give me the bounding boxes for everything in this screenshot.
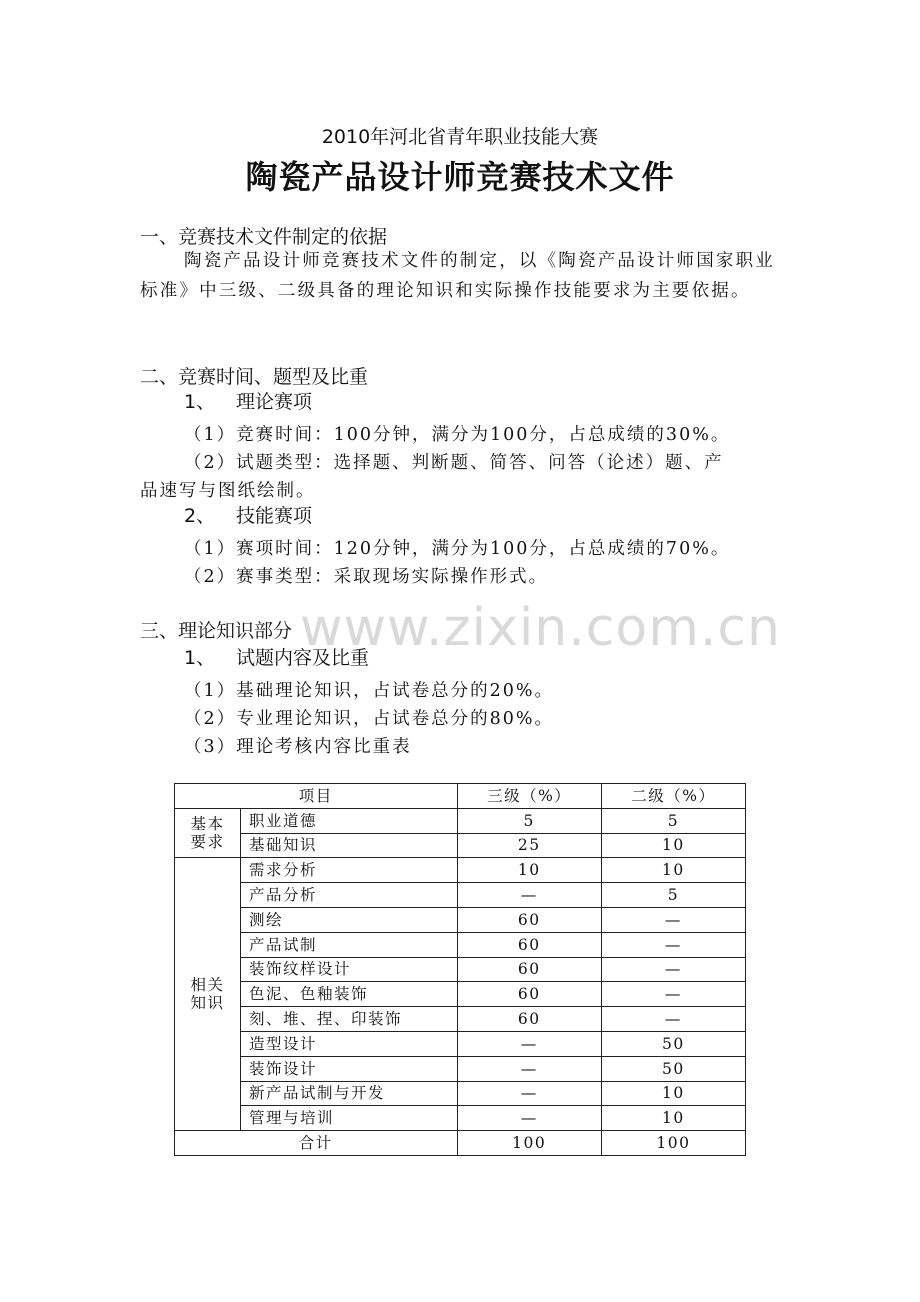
section1-paragraph: 陶瓷产品设计师竞赛技术文件的制定，以《陶瓷产品设计师国家职业标准》中三级、二级具备的理论知识和实际操作技能要求为主要依据。 bbox=[140, 251, 775, 301]
proportion-table bbox=[174, 783, 746, 1156]
row-level2: — bbox=[601, 982, 745, 1007]
section2-item4: （2）赛事类型：采取现场实际操作形式。 bbox=[184, 567, 549, 587]
row-name: 造型设计 bbox=[240, 1031, 457, 1056]
section2-item2-cont: 品速写与图纸绘制。 bbox=[140, 481, 316, 501]
row-level2: 50 bbox=[601, 1056, 745, 1081]
total-level3: 100 bbox=[457, 1131, 601, 1156]
section2-sub2 bbox=[184, 501, 312, 528]
row-level3: — bbox=[457, 883, 601, 908]
section3-sub1 bbox=[184, 643, 369, 670]
header-level3: 三级（%） bbox=[457, 784, 601, 809]
row-level2: 5 bbox=[601, 883, 745, 908]
section3-item1: （1）基础理论知识，占试卷总分的20%。 bbox=[184, 681, 555, 701]
row-name: 产品分析 bbox=[240, 883, 457, 908]
row-level3: — bbox=[457, 1056, 601, 1081]
row-level3: 60 bbox=[457, 932, 601, 957]
category-basic: 基本 要求 bbox=[175, 808, 241, 858]
section2-heading: 二、竞赛时间、题型及比重 bbox=[140, 366, 369, 388]
sub-number: 2、 bbox=[184, 505, 216, 527]
row-name: 刻、堆、捏、印装饰 bbox=[240, 1007, 457, 1032]
table-row bbox=[175, 957, 746, 982]
row-name: 测绘 bbox=[240, 907, 457, 932]
section2-item3: （1）赛项时间：120分钟，满分为100分，占总成绩的70%。 bbox=[184, 539, 731, 559]
table-row bbox=[175, 833, 746, 858]
row-level3: 25 bbox=[457, 833, 601, 858]
section3-heading: 三、理论知识部分 bbox=[140, 620, 293, 642]
table-row bbox=[175, 1007, 746, 1032]
total-level2: 100 bbox=[601, 1131, 745, 1156]
row-name: 装饰纹样设计 bbox=[240, 957, 457, 982]
row-level2: 10 bbox=[601, 833, 745, 858]
row-name: 色泥、色釉装饰 bbox=[240, 982, 457, 1007]
section3-item2: （2）专业理论知识，占试卷总分的80%。 bbox=[184, 709, 555, 729]
table-row bbox=[175, 1031, 746, 1056]
row-level2: 50 bbox=[601, 1031, 745, 1056]
row-level2: — bbox=[601, 957, 745, 982]
total-label: 合计 bbox=[175, 1131, 458, 1156]
row-level3: — bbox=[457, 1106, 601, 1131]
row-level3: 60 bbox=[457, 982, 601, 1007]
row-name: 需求分析 bbox=[240, 858, 457, 883]
row-level3: 60 bbox=[457, 907, 601, 932]
row-name: 新产品试制与开发 bbox=[240, 1081, 457, 1106]
sub-label: 技能赛项 bbox=[236, 505, 313, 527]
document-subtitle: 2010年河北省青年职业技能大赛 bbox=[321, 126, 599, 148]
sub-number: 1、 bbox=[184, 391, 216, 413]
section3-item3: （3）理论考核内容比重表 bbox=[184, 737, 412, 757]
row-level3: 10 bbox=[457, 858, 601, 883]
row-level2: 5 bbox=[601, 808, 745, 833]
sub-label: 试题内容及比重 bbox=[236, 647, 370, 669]
row-name: 管理与培训 bbox=[240, 1106, 457, 1131]
table-row bbox=[175, 1081, 746, 1106]
sub-number: 1、 bbox=[184, 647, 216, 669]
row-name: 基础知识 bbox=[240, 833, 457, 858]
row-level3: 60 bbox=[457, 1007, 601, 1032]
table-row bbox=[175, 808, 746, 833]
table-header-row bbox=[175, 784, 746, 809]
row-name: 职业道德 bbox=[240, 808, 457, 833]
header-level2: 二级（%） bbox=[601, 784, 745, 809]
row-level3: 5 bbox=[457, 808, 601, 833]
section1-heading: 一、竞赛技术文件制定的依据 bbox=[140, 226, 388, 248]
row-level2: — bbox=[601, 907, 745, 932]
row-level2: 10 bbox=[601, 1106, 745, 1131]
table-row bbox=[175, 932, 746, 957]
table-row bbox=[175, 907, 746, 932]
document-title: 陶瓷产品设计师竞赛技术文件 bbox=[245, 158, 675, 196]
row-level2: 10 bbox=[601, 858, 745, 883]
row-level3: — bbox=[457, 1081, 601, 1106]
row-level3: — bbox=[457, 1031, 601, 1056]
table-row bbox=[175, 883, 746, 908]
table-row bbox=[175, 1056, 746, 1081]
section2-item1: （1）竞赛时间：100分钟，满分为100分，占总成绩的30%。 bbox=[184, 425, 731, 445]
table-row bbox=[175, 982, 746, 1007]
row-name: 装饰设计 bbox=[240, 1056, 457, 1081]
row-level2: 10 bbox=[601, 1081, 745, 1106]
row-name: 产品试制 bbox=[240, 932, 457, 957]
section2-item2: （2）试题类型：选择题、判断题、简答、问答（论述）题、产 bbox=[184, 453, 724, 473]
row-level2: — bbox=[601, 1007, 745, 1032]
row-level2: — bbox=[601, 932, 745, 957]
table-total-row bbox=[175, 1131, 746, 1156]
category-related: 相关 知识 bbox=[175, 858, 241, 1131]
section2-sub1 bbox=[184, 387, 312, 414]
header-item: 项目 bbox=[175, 784, 458, 809]
table-row bbox=[175, 858, 746, 883]
table-row bbox=[175, 1106, 746, 1131]
sub-label: 理论赛项 bbox=[236, 391, 313, 413]
watermark: www.zixin.com.cn bbox=[300, 598, 781, 658]
row-level3: 60 bbox=[457, 957, 601, 982]
